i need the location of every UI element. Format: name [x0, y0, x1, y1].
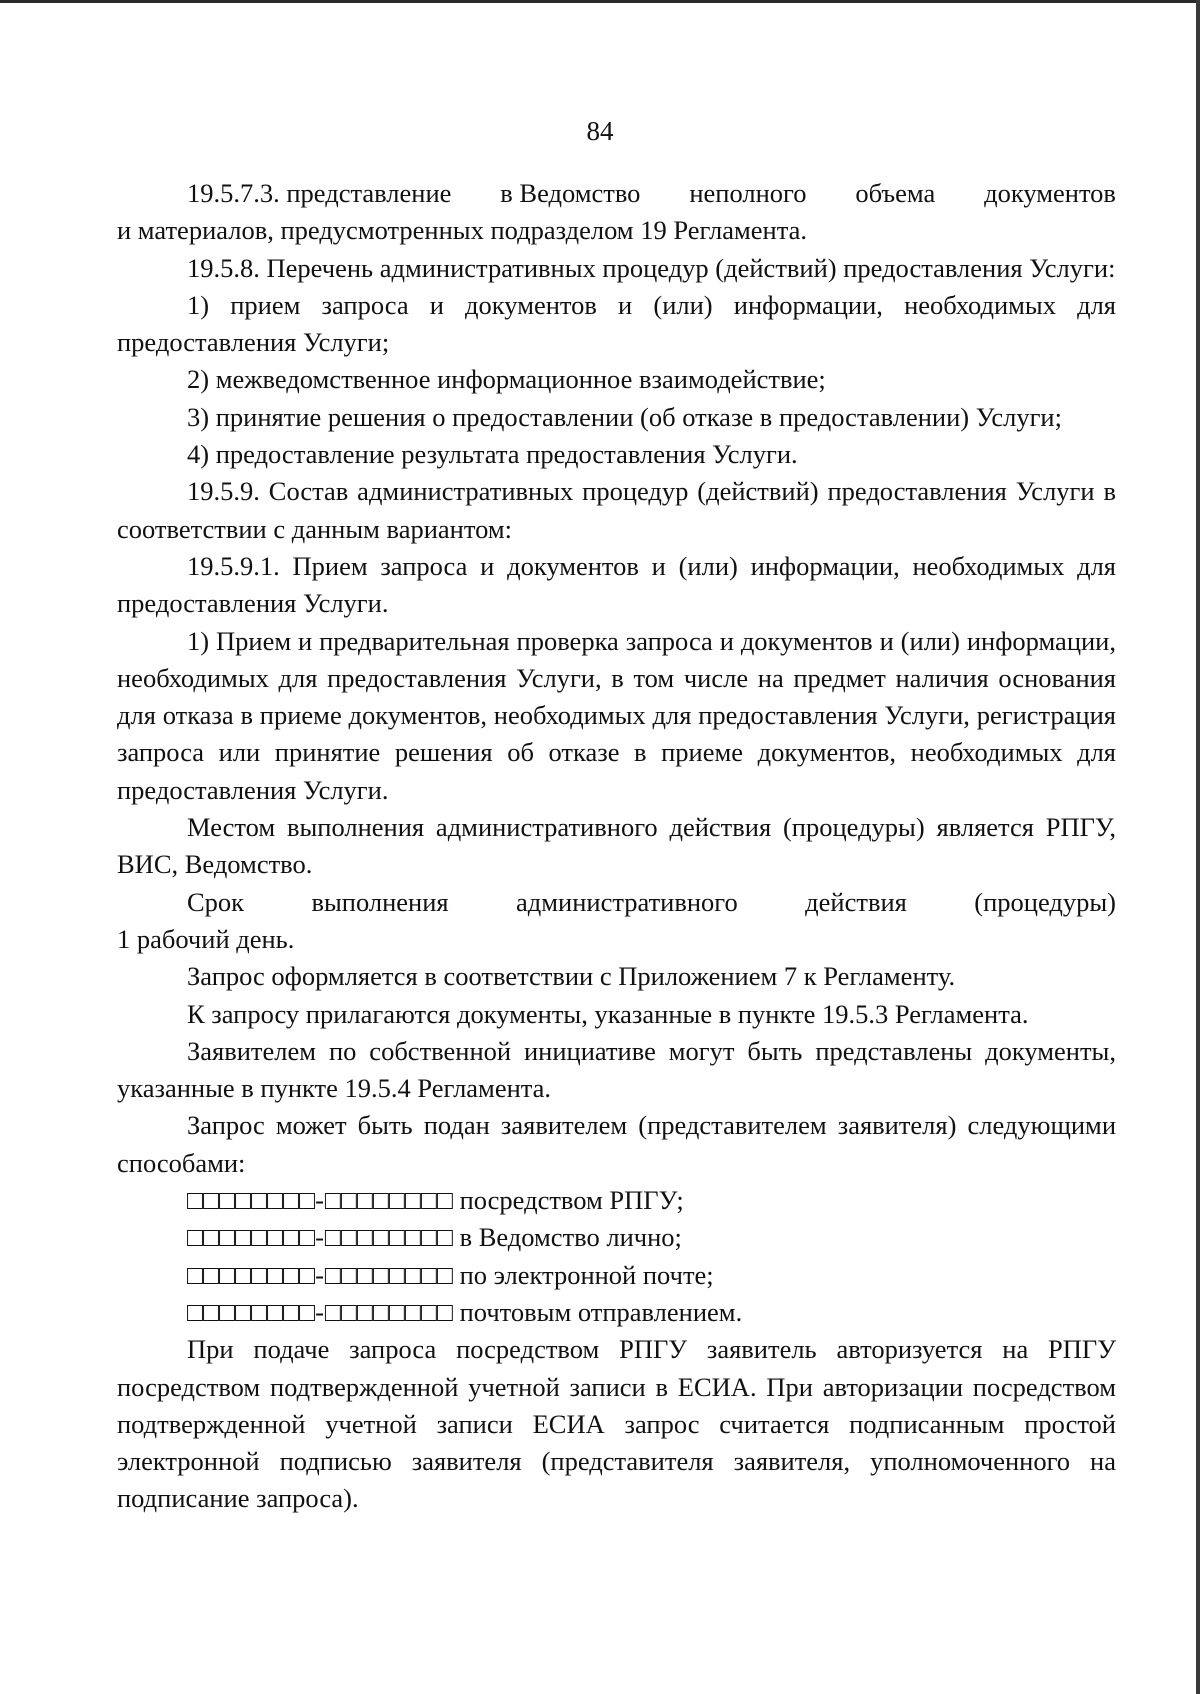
paragraph-acceptance-check: 1) Прием и предварительная проверка запроса и документов и (или) информации, необходимых для предоставления Услуги, в том числе на предмет наличия основания для отказа в приеме документов, необходимых для предоставления Услуги, регистрация запроса или принятие решения об отказе в приеме документов, необходимых для предоставления Услуги.: [117, 625, 1116, 805]
list-item-4: 4) предоставление результата предоставления Услуги.: [187, 439, 798, 470]
word: Срок: [187, 886, 245, 917]
paragraph-19-5-7-3-line-1: [117, 175, 1116, 212]
paragraph-19-5-7-3-line-2: и материалов, предусмотренных подразделом 19 Регламента.: [117, 215, 807, 246]
word: выполнения: [311, 886, 449, 917]
dash: -: [315, 1259, 325, 1290]
placeholder-glyphs: □□□□□□□□: [324, 1185, 453, 1216]
word: в Ведомство: [500, 178, 641, 208]
word: (процедуры): [974, 886, 1116, 917]
paragraph-place-of-execution: Местом выполнения административного действия (процедуры) является РПГУ, ВИС, Ведомство.: [117, 812, 1116, 880]
paragraph-term-line-2: 1 рабочий день.: [117, 923, 295, 954]
page-number: 84: [586, 116, 614, 146]
paragraph-attachments: К запросу прилагаются документы, указанные в пункте 19.5.3 Регламента.: [187, 998, 1029, 1029]
word: административного: [516, 886, 738, 917]
word: неполного: [689, 178, 807, 208]
method-item: [117, 1182, 1116, 1219]
word: документов: [984, 178, 1116, 208]
word: 19.5.7.3. представление: [187, 178, 452, 208]
method-label: почтовым отправлением.: [459, 1296, 743, 1327]
list-item-3: 3) принятие решения о предоставлении (об отказе в предоставлении) Услуги;: [187, 401, 1062, 432]
method-item: [117, 1257, 1116, 1294]
word: объема: [855, 178, 936, 208]
placeholder-glyphs: □□□□□□□□: [187, 1185, 316, 1216]
method-item: [117, 1294, 1116, 1331]
placeholder-glyphs: □□□□□□□□: [187, 1222, 316, 1253]
placeholder-glyphs: □□□□□□□□: [324, 1222, 453, 1253]
scan-edge-top: [0, 0, 1200, 3]
word: действия: [805, 886, 907, 917]
paragraph-rpgu-authorization: При подаче запроса посредством РПГУ заявитель авторизуется на РПГУ посредством подтвержденной учетной записи в ЕСИА. При авторизации посредством подтвержденной учетной записи ЕСИА запрос считается подписанным простой электронной подписью заявителя (представителя заявителя, уполномоченного на подписание запроса).: [117, 1334, 1116, 1514]
dash: -: [315, 1222, 325, 1253]
scan-edge-right: [1196, 0, 1200, 1694]
paragraph-submission-methods: Запрос может быть подан заявителем (представителем заявителя) следующими способами:: [117, 1110, 1116, 1178]
placeholder-glyphs: □□□□□□□□: [324, 1296, 453, 1327]
document-body: [117, 175, 1116, 1518]
paragraph-own-initiative: Заявителем по собственной инициативе могут быть представлены документы, указанные в пункте 19.5.4 Регламента.: [117, 1035, 1116, 1104]
dash: -: [315, 1296, 325, 1327]
placeholder-glyphs: □□□□□□□□: [187, 1259, 316, 1290]
method-label: по электронной почте;: [459, 1259, 714, 1290]
paragraph-request-form: Запрос оформляется в соответствии с Приложением 7 к Регламенту.: [187, 961, 956, 992]
method-label: посредством РПГУ;: [459, 1185, 684, 1216]
list-item-2: 2) межведомственное информационное взаимодействие;: [187, 364, 826, 395]
dash: -: [315, 1185, 325, 1216]
method-label: в Ведомство лично;: [459, 1222, 682, 1253]
paragraph-19-5-9-1: 19.5.9.1. Прием запроса и документов и (или) информации, необходимых для предоставления Услуги.: [117, 550, 1116, 619]
placeholder-glyphs: □□□□□□□□: [324, 1259, 453, 1290]
paragraph-19-5-8: 19.5.8. Перечень административных процедур (действий) предоставления Услуги:: [187, 252, 1116, 283]
paragraph-term-line-1: [117, 884, 1116, 921]
list-item-1: 1) прием запроса и документов и (или) информации, необходимых для предоставления Услуги;: [117, 289, 1116, 358]
paragraph-19-5-9: 19.5.9. Состав административных процедур (действий) предоставления Услуги в соответствии с данным вариантом:: [117, 476, 1116, 544]
method-item: [117, 1219, 1116, 1256]
placeholder-glyphs: □□□□□□□□: [187, 1296, 316, 1327]
